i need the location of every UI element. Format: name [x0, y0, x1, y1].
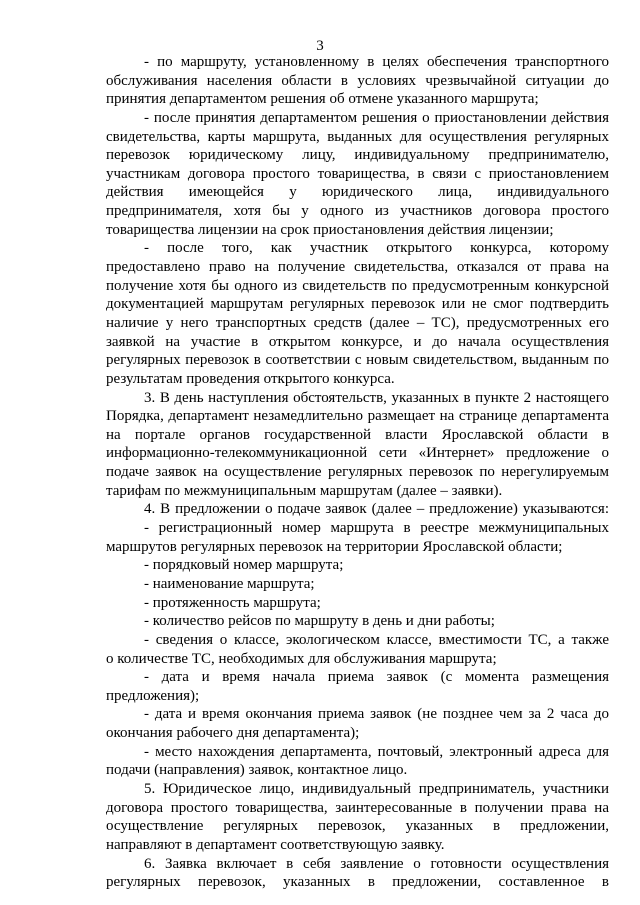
text-line: действия имеющейся у юридического лица, индивидуального [106, 184, 609, 201]
text-line: 4. В предложении о подаче заявок (далее – предложение) указываются: [144, 501, 609, 518]
text-line: документацией маршрутам регулярных перевозок или не смог подтвердить [106, 296, 609, 313]
text-line: предпринимателя, хотя бы у одного из участников договора простого [106, 203, 609, 220]
text-line: 5. Юридическое лицо, индивидуальный предприниматель, участники [144, 780, 609, 797]
text-line: принятия департаментом решения об отмене указанного маршрута; [106, 91, 539, 108]
text-line: заявкой на участие в открытом конкурсе, и до начала осуществления [106, 333, 609, 350]
text-line: информационно-телекоммуникационной сети «Интернет» предложение о [106, 445, 609, 462]
text-line: направляют в департамент соответствующую заявку. [106, 836, 445, 853]
text-line: - по маршруту, установленному в целях обеспечения транспортного [144, 54, 609, 70]
text-line: товарищества лицензии на срок приостановления действия лицензии; [106, 221, 554, 238]
text-line: - наименование маршрута; [144, 575, 315, 592]
text-line: подачи (направления) заявок, контактное лицо. [106, 762, 408, 779]
text-line: окончания рабочего дня департамента); [106, 725, 360, 742]
text-line: - место нахождения департамента, почтовый, электронный адреса для [144, 743, 609, 760]
document-body [106, 53, 609, 892]
text-line: 3. В день наступления обстоятельств, указанных в пункте 2 настоящего [144, 389, 609, 406]
text-line: Порядка, департамент незамедлительно размещает на странице департамента [106, 408, 609, 425]
text-line: о количестве ТС, необходимых для обслуживания маршрута; [106, 650, 497, 667]
text-line: на портале органов государственной власти Ярославской области в [106, 426, 609, 443]
text-line: - протяженность маршрута; [144, 594, 321, 611]
text-line: регулярных перевозок, указанных в предложении, составленное в [106, 874, 609, 891]
text-line: - количество рейсов по маршруту в день и дни работы; [144, 613, 495, 630]
text-line: - сведения о классе, экологическом классе, вместимости ТС, а также [144, 631, 609, 648]
text-line: тарифам по межмуниципальным маршрутам (далее – заявки). [106, 482, 503, 499]
text-line: регулярных перевозок в соответствии с новым свидетельством, выданным по [106, 352, 609, 369]
text-line: перевозок юридическому лицу, индивидуальному предпринимателю, [106, 147, 609, 164]
text-line: 6. Заявка включает в себя заявление о готовности осуществления [144, 855, 609, 872]
text-line: обслуживания населения области в условиях чрезвычайной ситуации до [106, 72, 609, 89]
text-line: - регистрационный номер маршрута в реестре межмуниципальных [144, 520, 609, 537]
text-line: - дата и время начала приема заявок (с момента размещения [144, 669, 609, 686]
text-line: предложения); [106, 687, 200, 704]
text-line: получение хотя бы одного из свидетельств по предусмотренным конкурсной [106, 277, 609, 294]
text-line: свидетельства, карты маршрута, выданных для осуществления регулярных [106, 128, 609, 145]
page-number: 3 [316, 38, 324, 54]
text-line: маршрутов регулярных перевозок на территории Ярославской области; [106, 538, 563, 555]
text-line: наличие у него транспортных средств (далее – ТС), предусмотренных его [106, 314, 609, 331]
text-line: предоставлено право на получение свидетельства, отказался от права на [106, 259, 609, 276]
text-line: - после того, как участник открытого конкурса, которому [144, 240, 609, 257]
text-line: результатам проведения открытого конкурса. [106, 370, 395, 387]
text-line: - дата и время окончания приема заявок (не позднее чем за 2 часа до [144, 706, 609, 723]
text-line: договора простого товарищества, заинтересованные в получении права на [106, 799, 609, 816]
text-line: участникам договора простого товарищества, в связи с приостановлением [106, 165, 609, 182]
text-line: осуществление регулярных перевозок, указанных в предложении, [106, 818, 609, 835]
text-line: подаче заявок на осуществление регулярных перевозок по нерегулируемым [106, 464, 609, 481]
text-line: - порядковый номер маршрута; [144, 557, 344, 574]
text-line: - после принятия департаментом решения о приостановлении действия [144, 109, 609, 126]
